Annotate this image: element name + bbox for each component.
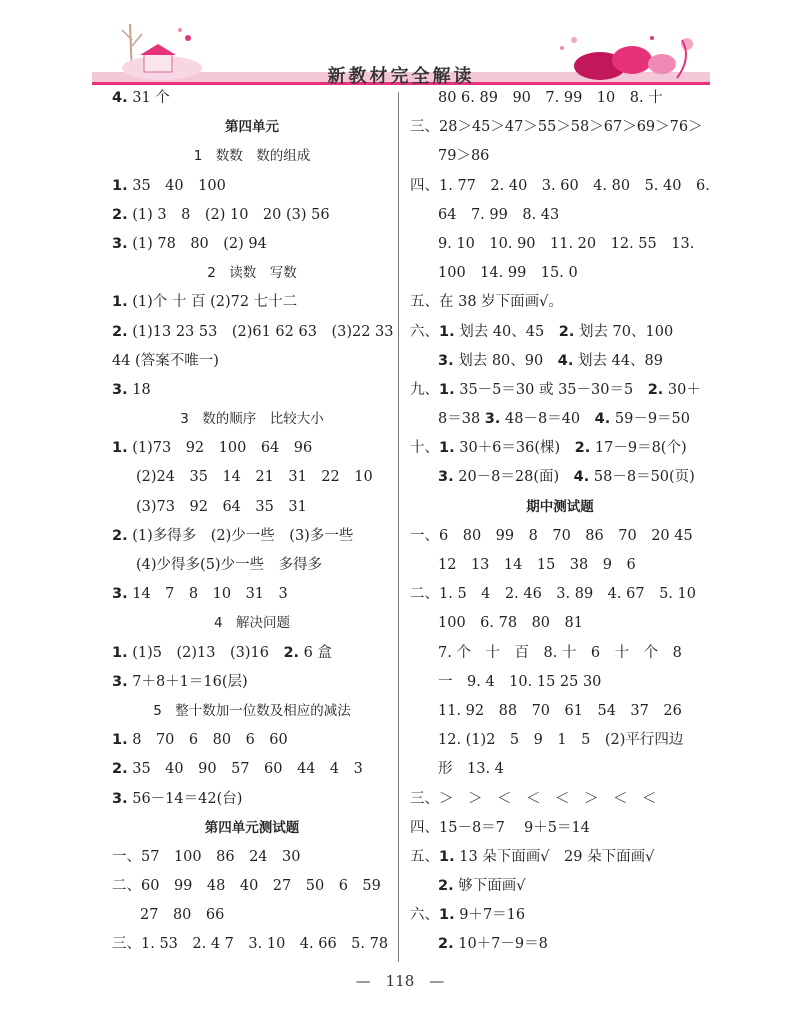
answer-line: 8＝38 3. 48－8＝40 4. 59－9＝50 <box>438 411 691 428</box>
answer-line: 三、1. 53 2. 4 7 3. 10 4. 66 5. 78 <box>112 936 389 953</box>
answer-line: 一 9. 4 10. 15 25 30 <box>438 673 602 690</box>
answer-line: (3)73 92 64 35 31 <box>136 498 307 515</box>
answer-line: 2. 10＋7－9＝8 <box>438 936 548 953</box>
subsection-title: 2 读数 写数 <box>207 265 297 282</box>
page-header-banner <box>92 18 710 90</box>
answer-line: 1. (1)73 92 100 64 96 <box>112 440 313 457</box>
answer-line: 十、1. 30＋6＝36(棵) 2. 17－9＝8(个) <box>410 440 687 457</box>
answer-line: 80 6. 89 90 7. 99 10 8. 十 <box>438 90 663 106</box>
answer-line: 7. 个 十 百 8. 十 6 十 个 8 <box>438 644 682 661</box>
answer-line: 3. (1) 78 80 (2) 94 <box>112 235 267 252</box>
answer-line: 27 80 66 <box>140 907 225 924</box>
answer-line: 100 6. 78 80 81 <box>438 615 583 632</box>
answer-line: 一、57 100 86 24 30 <box>112 848 301 865</box>
answer-line: 4. 31 个 <box>112 90 170 106</box>
answer-line: 六、1. 划去 40、45 2. 划去 70、100 <box>410 323 674 340</box>
subsection-title: 5 整十数加一位数及相应的减法 <box>153 702 351 719</box>
subsection-title: 1 数数 数的组成 <box>193 148 311 165</box>
section-title: 第四单元 <box>225 119 279 136</box>
answer-line: 2. (1) 3 8 (2) 10 20 (3) 56 <box>112 206 330 223</box>
answer-line: 12. (1)2 5 9 1 5 (2)平行四边 <box>438 732 684 749</box>
answer-line: 一、6 80 99 8 70 86 70 20 45 <box>410 527 693 544</box>
answer-line: 五、在 38 岁下面画√。 <box>410 294 563 311</box>
answer-line: 三、28＞45＞47＞55＞58＞67＞69＞76＞ <box>410 119 703 136</box>
answer-line: 2. 够下面画√ <box>438 878 526 895</box>
answer-line: (4)少得多(5)少一些 多得多 <box>136 557 323 573</box>
answer-line: 三、＞ ＞ ＜ ＜ ＜ ＞ ＜ ＜ <box>410 790 657 807</box>
answer-line: 二、1. 5 4 2. 46 3. 89 4. 67 5. 10 <box>410 586 696 603</box>
answer-line: 79＞86 <box>438 148 490 165</box>
answer-line: 3. 7＋8＋1＝16(层) <box>112 673 248 690</box>
answer-line: 11. 92 88 70 61 54 37 26 <box>438 702 682 719</box>
answer-line: 1. (1)个 十 百 (2)72 七十二 <box>112 294 298 311</box>
subsection-title: 3 数的顺序 比较大小 <box>180 411 324 428</box>
column-divider <box>398 92 399 962</box>
answer-line: 四、1. 77 2. 40 3. 60 4. 80 5. 40 6. <box>410 177 710 194</box>
answer-line: (2)24 35 14 21 31 22 10 <box>136 469 373 486</box>
header-title: 新教材完全解读 <box>327 66 475 87</box>
answer-line: 四、15－8＝7 9＋5＝14 <box>410 819 590 836</box>
answer-line: 100 14. 99 15. 0 <box>438 265 578 282</box>
answer-line: 1. 8 70 6 80 6 60 <box>112 732 288 749</box>
answer-line: 六、1. 9＋7＝16 <box>410 907 526 924</box>
answer-line: 3. 划去 80、90 4. 划去 44、89 <box>438 352 663 369</box>
page-number: — 118 — <box>355 972 445 990</box>
answer-line: 64 7. 99 8. 43 <box>438 206 560 223</box>
answer-line: 3. 56－14＝42(台) <box>112 790 243 807</box>
answer-line: 12 13 14 15 38 9 6 <box>438 557 636 573</box>
answer-line: 2. (1)多得多 (2)少一些 (3)多一些 <box>112 527 354 544</box>
answer-line: 二、60 99 48 40 27 50 6 59 <box>112 878 381 895</box>
answer-line: 2. 35 40 90 57 60 44 4 3 <box>112 761 363 778</box>
left-column <box>112 84 392 960</box>
answer-line: 2. (1)13 23 53 (2)61 62 63 (3)22 33 <box>112 323 394 340</box>
answer-line: 3. 20－8＝28(面) 4. 58－8＝50(页) <box>438 469 695 486</box>
answer-line: 1. (1)5 (2)13 (3)16 2. 6 盒 <box>112 644 333 661</box>
answer-line: 五、1. 13 朵下面画√ 29 朵下面画√ <box>410 848 655 865</box>
answer-line: 9. 10 10. 90 11. 20 12. 55 13. <box>438 235 695 252</box>
answer-line: 形 13. 4 <box>438 761 504 778</box>
answer-line: 九、1. 35－5＝30 或 35－30＝5 2. 30＋ <box>410 381 701 398</box>
answer-line: 44 (答案不唯一) <box>112 352 219 369</box>
section-title: 期中测试题 <box>526 498 594 515</box>
section-title: 第四单元测试题 <box>204 819 300 836</box>
answer-line: 3. 14 7 8 10 31 3 <box>112 586 288 603</box>
answer-line: 3. 18 <box>112 381 151 398</box>
right-column <box>410 84 710 960</box>
answer-line: 1. 35 40 100 <box>112 177 226 194</box>
subsection-title: 4 解决问题 <box>213 615 291 632</box>
